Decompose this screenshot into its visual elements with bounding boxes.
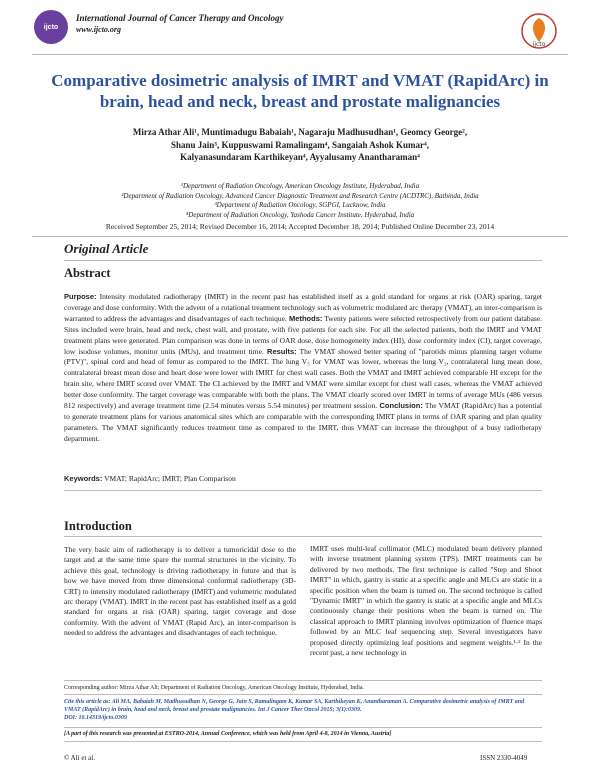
affiliation: ⁴Department of Radiation Oncology, Yashoda Cancer Institute, Hyderabad, India: [185, 210, 415, 219]
author-line: Mirza Athar Ali¹, Muntimadugu Babaiah¹, Nagaraju Madhusudhan¹, Geomcy George²,: [132, 127, 468, 137]
results-label: Results:: [263, 346, 297, 356]
footnote-divider: [64, 727, 542, 728]
purpose-text: Intensity modulated radiotherapy (IMRT) in the recent past has established itself as a gold standard for organs at risk (OAR) sparing, target coverage and dose conformity. With the advent of a rotational treatment technology such as volumetric modulated arc therapy (VMAT), an inter-comparison is warranted to address the advantages and disadvantages of each technique.: [64, 292, 542, 323]
journal-logo-right: [520, 12, 558, 50]
received-dates: Received September 25, 2014; Revised December 16, 2014; Accepted December 18, 2014; Published Online December 23, 2014: [105, 222, 495, 231]
footnote-divider: [64, 680, 542, 681]
dates-divider: [32, 236, 568, 237]
abstract-body: [64, 292, 542, 445]
article-type: Original Article: [64, 241, 149, 256]
doi-link[interactable]: DOI: 10.14319/ijcto.0309: [64, 715, 127, 721]
journal-logo-left: ijcto: [34, 10, 68, 44]
methods-label: Methods:: [286, 313, 323, 323]
author-line: Kalyanasundaram Karthikeyan⁴, Ayyalusamy Anantharaman⁴: [180, 152, 420, 162]
corresponding-author: Corresponding author: Mirza Athar Ali; Department of Radiation Oncology, American Oncology Institute, Hyderabad, India.: [64, 685, 365, 691]
header-divider: [32, 54, 568, 55]
affiliation: ³Department of Radiation Oncology, SGPGI, Lucknow, India: [214, 201, 386, 209]
citation: [64, 698, 542, 722]
issn: ISSN 2330-4049: [480, 754, 528, 762]
author-line: Shanu Jain³, Kuppuswami Ramalingam⁴, Sangaiah Ashok Kumar⁴,: [171, 139, 429, 150]
keywords-label: Keywords:: [64, 474, 103, 483]
keywords: [64, 474, 236, 483]
purpose-label: Purpose:: [64, 292, 97, 301]
paper-title: Comparative dosimetric analysis of IMRT and VMAT (RapidArc) in brain, head and neck, breast and prostate malignancies: [51, 71, 549, 111]
conclusion-label: Conclusion:: [377, 401, 423, 411]
keywords-text: VMAT; RapidArc; IMRT; Plan Comparison: [102, 474, 236, 483]
intro-column-right: IMRT uses multi-leaf collimator (MLC) modulated beam delivery planned with inverse treatment planning system (TPS). IMRT treatments can be delivered by two methods. The first technique is called "Step and Shoot IMRT" in which, gantry is static at a specific angle and MLCs are static in a specific position when the beam is turned on. The second technique is called "Dynamic IMRT" in which the gantry is static at a specific angle and MLCs continuously change their positions when the beam is turned on. The classical approach to IMRT planning involves optimization of fluence maps followed by an MLC leaf sequencing step. Several investigators have proposed directly optimizing leaf positions and segment weights.¹·² In the recent past, a new technology in: [310, 544, 542, 658]
copyright: © Ali et al.: [64, 754, 95, 762]
journal-name: International Journal of Cancer Therapy and Oncology: [76, 13, 284, 23]
intro-column-left: The very basic aim of radiotherapy is to deliver a tumoricidal dose to the target and at the same time spare the normal structures in the vicinity. To achieve this goal, technology is driving radiotherapy in future and that is how we have moved from three dimensional conformal radiotherapy (3D-CRT) to intensity modulated radiotherapy (IMRT) and volumetric modulated arc therapy (VMAT). IMRT in the recent past has established itself as a gold standard for organs at risk (OAR) sparing, target coverage and dose conformity. With the advent of VMAT (Rapid Arc), an inter-comparison is needed to address the advantages and disadvantages of each technique.: [64, 545, 296, 638]
affiliation: ²Department of Radiation Oncology, Advanced Cancer Diagnostic Treatment and Research Centre (ACDTRC), Bathinda, India: [121, 191, 479, 200]
journal-url[interactable]: www.ijcto.org: [76, 25, 122, 34]
footer-divider: [64, 741, 542, 742]
footnote-divider: [64, 694, 542, 695]
methods-text: Twenty patients were selected retrospectively from our patient database. Sites included were brain, head and neck, chest wall, and prostate, with five patients for each site. For all the selected patients, both the IMRT and VMAT treatment plans were generated. Plan comparison was done in terms of OAR dose, dose homogeneity index (HI), dose conformity index (CI), target coverage, low isodose volumes, monitor units (MUs), and treatment time.: [64, 313, 543, 356]
conclusion-text: The VMAT (RapidArc) has a potential to generate treatment plans for various anatomical sites which are comparable with the corresponding IMRT plans in terms of OAR sparing and plan quality parameters. The VMAT significantly reduces treatment time as compared to the IMRT, thus VMAT can increase the throughput of a busy radiotherapy department.: [64, 401, 542, 443]
affiliations: [40, 182, 560, 220]
results-text: The VMAT showed better sparing of "parotids minus planning target volume (PTV)", spinal cord and head of femur as compared to the IMRT. The lung V₅ for VMAT was lower, whereas the lung V₂, contralateral lung mean dose, contralateral breast mean dose and heart dose were lower with IMRT for chest wall cases. Both the VMAT and IMRT achieved comparable HI except for the brain site, where IMRT scored over VMAT. The CI achieved by the IMRT and VMAT were similar except for chest wall cases, whereas the VMAT achieved better dose conformity. The target coverage was comparable with both the plans. The VMAT clearly scored over IMRT in terms of average MUs (486 versus 812 respectively) and average treatment time (2.54 minutes versus 5.54 minutes) per treatment session.: [64, 346, 542, 411]
intro-divider: [64, 536, 542, 537]
presentation-note: [A part of this research was presented at ESTRO-2014, Annual Conference, which was held from April 4-8, 2014 in Vienna, Austria]: [64, 731, 392, 737]
affiliation: ¹Department of Radiation Oncology, American Oncology Institute, Hyderabad, India: [180, 182, 420, 190]
abstract-heading: Abstract: [64, 266, 111, 280]
section-divider: [64, 260, 542, 261]
citation-text: Cite this article as: Ali MA, Babaiah M, Madhusudhan N, George G, Jain S, Ramalingam K, Kumar SA, Karthikeyan K, Anantharaman A. Comparative dosimetric analysis of IMRT and VMAT (RapidArc) in brain, head and neck, breast and prostate malignancies. Int J Cancer Ther Oncol 2015; 3(1):0309.: [64, 699, 525, 713]
introduction-heading: Introduction: [64, 519, 132, 533]
author-list: [40, 126, 560, 164]
keywords-divider: [64, 490, 542, 491]
logo-right-text: ijcto: [532, 41, 546, 48]
